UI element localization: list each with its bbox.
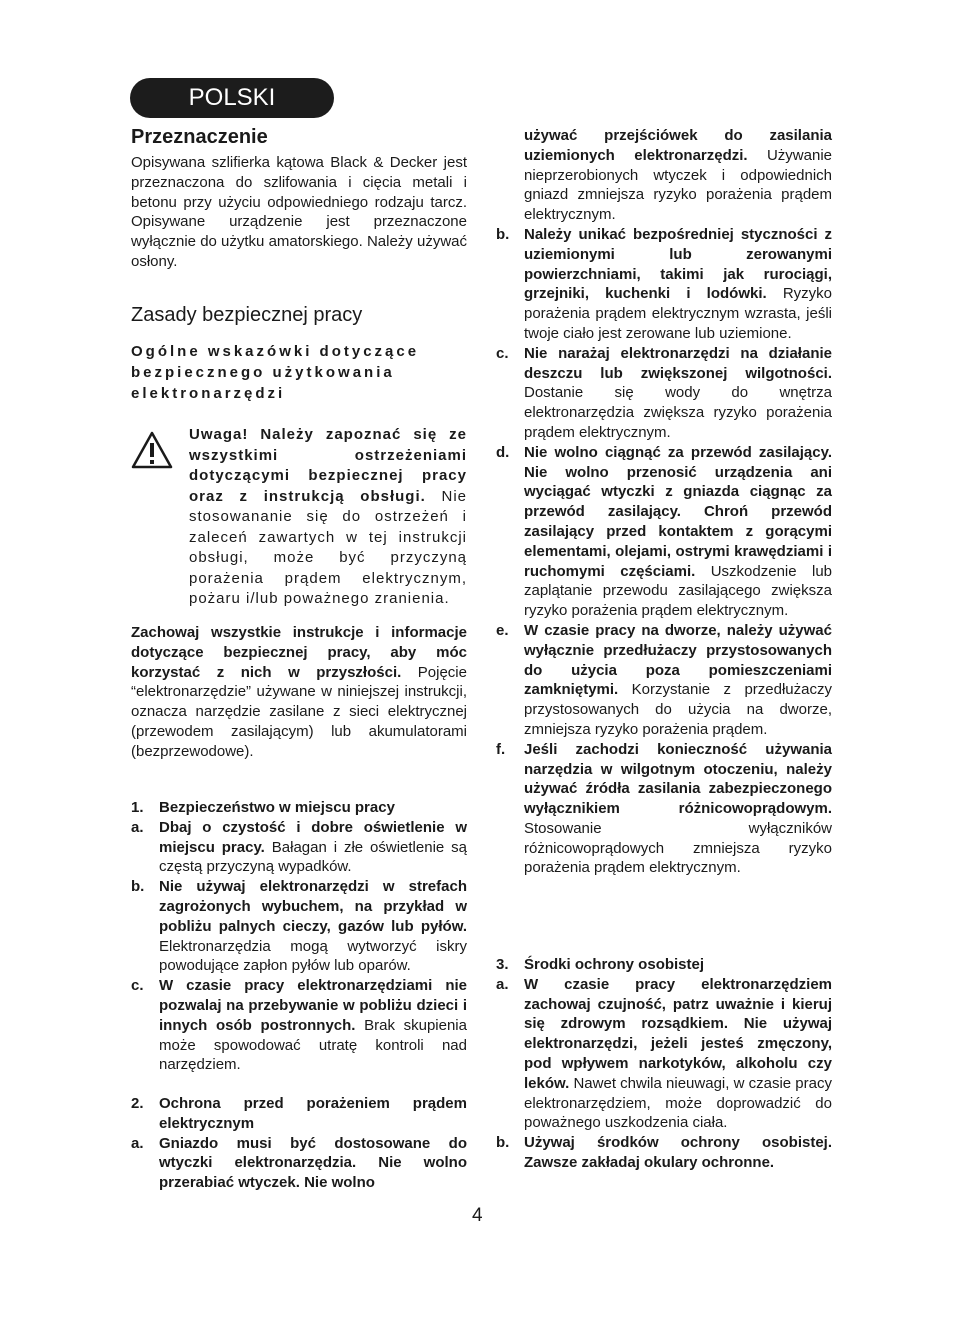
list-item: e. W czasie pracy na dworze, należy używać wyłącznie przedłużaczy przystosowanych do użycia poza pomieszczeniami zamkniętymi. Korzystanie z przedłużaczy przystosowanych do użycia na dworze, zmniejsza ryzyko porażenia prądem.	[496, 621, 832, 738]
page-number: 4	[472, 1205, 483, 1226]
list-item: c. Nie narażaj elektronarzędzi na działanie deszczu lub zwiększonej wilgotności. Dostanie się wody do wnętrza elektronarzędzia zwiększa ryzyko porażenia prądem elektrycznym.	[496, 344, 832, 441]
list-item: a. Dbaj o czystość i dobre oświetlenie w miejscu pracy. Bałagan i złe oświetlenie są częstą przyczyną wypadków.	[131, 818, 467, 876]
section-3-heading: 3. Środki ochrony osobistej	[496, 956, 705, 973]
list-item: b. Nie używaj elektronarzędzi w strefach zagrożonych wybuchem, na przykład w pobliżu palnych cieczy, gazów lub pyłów. Elektronarzędzia mogą wytworzyć iskry powodujące zapłon pyłów lub oparów.	[131, 878, 467, 975]
section-title-ogolne: Ogólne wskazówki dotyczące bezpiecznego użytkowania elektronarzędzi	[131, 343, 420, 402]
warning-triangle-icon	[131, 425, 189, 610]
zachowaj-text: Pojęcie “elektronarzędzie” używane w niniejszej instrukcji, oznacza narzędzie zasilane z sieci elektrycznej (przewodem zasilającym) lub akumulatorami (bezprzewodowe).	[131, 663, 467, 760]
list-item: b. Należy unikać bezpośredniej styczności z uziemionymi lub zerowanymi powierzchniami, takimi jak rurociągi, grzejniki, kuchenki i lodówki. Ryzyko porażenia prądem elektrycznym wzrasta, jeśli twoje ciało jest zerowane lub uziemione.	[496, 225, 832, 342]
list-item: d. Nie wolno ciągnąć za przewód zasilający. Nie wolno przenosić urządzenia ani wyciągać wtyczki z gniazda ciągnąc za przewód zasilający. Chroń przewód zasilający przed kontaktem z gorącymi elementami, olejami, ostrymi krawędziami i ruchomymi częściami. Uszkodzenie lub zaplątanie przewodu zasilającego zwiększa ryzyko porażenia prądem elektrycznym.	[496, 443, 832, 620]
language-badge: POLSKI	[130, 78, 334, 118]
section-1-heading: 1. Bezpieczeństwo w miejscu pracy	[131, 799, 395, 816]
section-title-zasady: Zasady bezpiecznej pracy	[131, 304, 363, 326]
list-item: c. W czasie pracy elektronarzędziami nie pozwalaj na przebywanie w pobliżu dzieci i innych osób postronnych. Brak skupienia może spowodować utratę kontroli nad narzędziem.	[131, 977, 467, 1074]
zachowaj-bold: Zachowaj wszystkie instrukcje i informacje dotyczące bezpiecznej pracy, aby móc korzystać z nich w przyszłości.	[131, 624, 467, 681]
section-2-heading: 2. Ochrona przed porażeniem prądem elektrycznym	[131, 1095, 467, 1132]
list-item: f. Jeśli zachodzi konieczność używania narzędzia w wilgotnym otoczeniu, należy używać źródła zasilania zabezpieczonego wyłącznikiem różnicowoprądowym. Stosowanie wyłączników różnicowoprądowych zmniejsza ryzyko porażenia prądem elektrycznym.	[496, 740, 832, 877]
list-item: b. Używaj środków ochrony osobistej. Zawsze zakładaj okulary ochronne.	[496, 1134, 832, 1171]
przeznaczenie-text: Opisywana szlifierka kątowa Black & Decker jest przeznaczona do szlifowania i cięcia metali i betonu przy użyciu odpowiedniego rodzaju tarcz. Opisywane urządzenie jest przeznaczone wyłącznie do użytku amatorskiego. Należy używać osłony.	[131, 154, 467, 270]
list-item: a. Gniazdo musi być dostosowane do wtyczki elektronarzędzia. Nie wolno przerabiać wtyczek. Nie wolno	[131, 1134, 467, 1192]
list-item-continued: używać przejściówek do zasilania uziemionych elektronarzędzi. Używanie nieprzerobionych wtyczek i odpowiednich gniazd zmniejsza ryzyko porażenia prądem elektrycznym.	[524, 127, 832, 224]
list-item: a. W czasie pracy elektronarzędziem zachowaj czujność, patrz uważnie i kieruj się zdrowym rozsądkiem. Nie używaj elektronarzędzi, jeżeli jesteś zmęczony, pod wpływem narkotyków, alkoholu czy leków. Nawet chwila nieuwagi, w czasie pracy elektronarzędziem, może doprowadzić do poważnego uszkodzenia ciała.	[496, 975, 832, 1132]
warning-text: Nie stosowananie się do ostrzeżeń i zaleceń zawartych w tej instrukcji obsługi, może być przyczyną porażenia prądem elektrycznym, pożaru i/lub poważnego zranienia.	[189, 487, 467, 607]
section-title-przeznaczenie: Przeznaczenie	[131, 126, 268, 148]
warning-block	[131, 425, 467, 610]
warning-bold: Uwaga! Należy zapoznać się ze wszystkimi ostrzeżeniami dotyczącymi bezpiecznej pracy oraz z instrukcją obsługi.	[189, 426, 467, 505]
